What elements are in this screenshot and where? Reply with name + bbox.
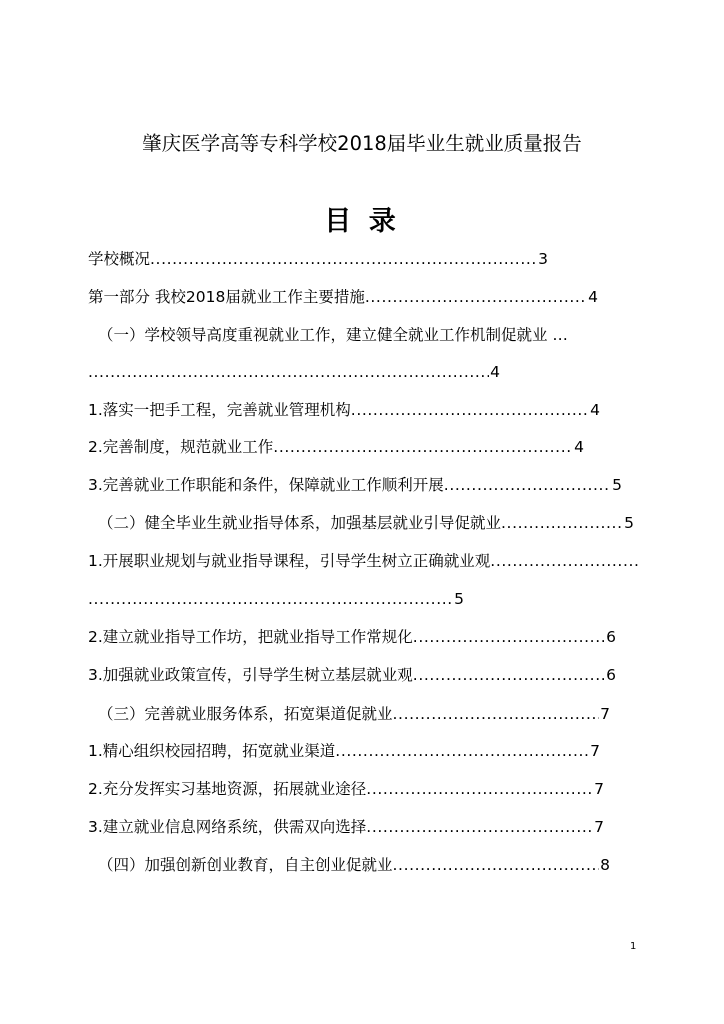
toc-leader-dots bbox=[150, 244, 537, 274]
toc-entry-page: 4 bbox=[588, 288, 598, 306]
toc-leader-dots bbox=[393, 850, 600, 880]
toc-entry[interactable] bbox=[88, 812, 604, 842]
toc-leader-dots bbox=[88, 357, 489, 387]
toc-entry-page: 5 bbox=[454, 590, 464, 608]
toc-entry-page: 8 bbox=[600, 856, 610, 874]
toc-entry-page: 4 bbox=[574, 438, 584, 456]
toc-entry-page: 5 bbox=[612, 476, 622, 494]
toc-leader-dots bbox=[490, 546, 640, 576]
toc-leader-dots bbox=[351, 395, 589, 425]
toc-entry-page: 3 bbox=[538, 250, 548, 268]
toc-leader-dots bbox=[335, 736, 589, 766]
toc-entry[interactable] bbox=[88, 736, 600, 766]
toc-entry[interactable] bbox=[98, 699, 610, 729]
toc-entry-label: （二）健全毕业生就业指导体系，加强基层就业引导促就业 bbox=[98, 514, 502, 532]
toc-entry-label: 1.开展职业规划与就业指导课程，引导学生树立正确就业观 bbox=[88, 552, 491, 570]
toc-entry-label: 1.落实一把手工程，完善就业管理机构 bbox=[88, 401, 351, 419]
toc-entry-label: 3.完善就业工作职能和条件，保障就业工作顺利开展 bbox=[88, 476, 444, 494]
toc-entry-label: 2.建立就业指导工作坊，把就业指导工作常规化 bbox=[88, 628, 413, 646]
toc-entry[interactable] bbox=[98, 508, 634, 538]
toc-entry-label: 2.完善制度，规范就业工作 bbox=[88, 438, 274, 456]
toc-entry[interactable] bbox=[88, 622, 616, 652]
toc-entry[interactable] bbox=[88, 774, 604, 804]
toc-entry-label: 3.加强就业政策宣传，引导学生树立基层就业观 bbox=[88, 666, 413, 684]
toc-entry-label: （四）加强创新创业教育，自主创业促就业 bbox=[98, 856, 393, 874]
toc-leader-dots bbox=[366, 812, 593, 842]
toc-leader-dots bbox=[413, 622, 605, 652]
toc-entry[interactable] bbox=[88, 244, 548, 274]
toc-entry[interactable] bbox=[88, 470, 622, 500]
toc-entry[interactable] bbox=[88, 432, 584, 462]
toc-entry-label: （三）完善就业服务体系，拓宽渠道促就业 bbox=[98, 705, 393, 723]
toc-entry[interactable] bbox=[98, 320, 640, 350]
toc-leader-dots bbox=[501, 508, 623, 538]
toc-heading: 目 录 bbox=[324, 206, 400, 237]
toc-leader-dots bbox=[413, 660, 605, 690]
toc-entry-continuation[interactable] bbox=[88, 357, 500, 387]
toc-entry-label: 第一部分 我校2018届就业工作主要措施 bbox=[88, 288, 365, 306]
toc-entry[interactable] bbox=[88, 395, 600, 425]
toc-entry-continuation[interactable] bbox=[88, 584, 464, 614]
toc-entry-page: 7 bbox=[594, 818, 604, 836]
toc-entry-label: 学校概况 bbox=[88, 250, 151, 268]
toc-entry-label: 1.精心组织校园招聘，拓宽就业渠道 bbox=[88, 742, 336, 760]
toc-entry[interactable] bbox=[98, 850, 610, 880]
toc-leader-dots bbox=[393, 699, 600, 729]
toc-entry[interactable] bbox=[88, 282, 598, 312]
page-number: 1 bbox=[630, 941, 637, 952]
toc-entry-page: 6 bbox=[606, 666, 616, 684]
toc-entry-page: 7 bbox=[590, 742, 600, 760]
toc-entry-label: （一）学校领导高度重视就业工作，建立健全就业工作机制促就业 … bbox=[98, 326, 568, 344]
toc-leader-dots bbox=[366, 774, 593, 804]
toc-entry[interactable] bbox=[88, 660, 616, 690]
toc-entry-label: 3.建立就业信息网络系统，供需双向选择 bbox=[88, 818, 367, 836]
toc-leader-dots bbox=[273, 432, 573, 462]
toc-entry-page: 7 bbox=[600, 705, 610, 723]
document-title: 肇庆医学高等专科学校2018届毕业生就业质量报告 bbox=[142, 132, 582, 155]
toc-entry-page: 4 bbox=[490, 363, 500, 381]
toc-leader-dots bbox=[444, 470, 611, 500]
toc-entry-label: 2.充分发挥实习基地资源，拓展就业途径 bbox=[88, 780, 367, 798]
toc-leader-dots bbox=[365, 282, 587, 312]
toc-entry-page: 5 bbox=[624, 514, 634, 532]
toc-entry[interactable] bbox=[88, 546, 640, 576]
toc-entry-page: 4 bbox=[590, 401, 600, 419]
toc-entry-page: 7 bbox=[594, 780, 604, 798]
toc-entry-page: 6 bbox=[606, 628, 616, 646]
toc-leader-dots bbox=[88, 584, 453, 614]
